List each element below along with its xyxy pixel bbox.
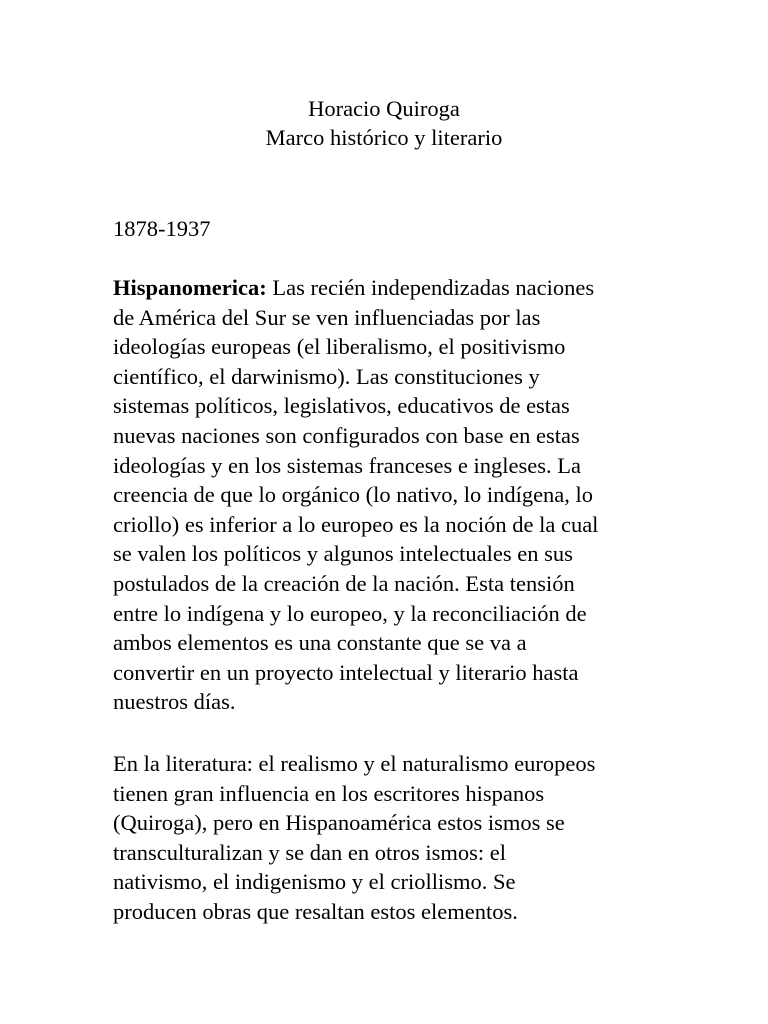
- paragraph-line: [113, 273, 661, 303]
- title-subtitle: Marco histórico y literario: [265, 125, 503, 150]
- paragraph-line: ambos elementos es una constante que se va a: [113, 630, 527, 656]
- paragraph-line: criollo) es inferior a lo europeo es la noción de la cual: [113, 511, 599, 537]
- paragraph-line: creencia de que lo orgánico (lo nativo, lo indígena, lo: [113, 482, 594, 508]
- paragraph-line: nuevas naciones son configurados con base en estas: [113, 422, 580, 448]
- paragraph-line: nativismo, el indigenismo y el criollismo. Se: [113, 869, 516, 895]
- paragraph-line: tienen gran influencia en los escritores hispanos: [113, 780, 545, 806]
- paragraph-line: postulados de la creación de la nación. Esta tensión: [113, 570, 575, 596]
- life-dates: 1878-1937: [113, 216, 211, 241]
- paragraph-line: (Quiroga), pero en Hispanoamérica estos ismos se: [113, 810, 565, 836]
- paragraph-line: producen obras que resaltan estos elementos.: [113, 898, 518, 924]
- title-author: Horacio Quiroga: [308, 96, 460, 121]
- paragraph-heading: Hispanomerica:: [113, 275, 267, 300]
- document-title: [0, 94, 768, 152]
- paragraph-line: sistemas políticos, legislativos, educativos de estas: [113, 393, 570, 419]
- paragraph-line: ideologías europeas (el liberalismo, el positivismo: [113, 334, 566, 360]
- paragraph-line: En la literatura: el realismo y el naturalismo europeos: [113, 751, 596, 776]
- paragraph-line: nuestros días.: [113, 689, 236, 715]
- paragraph-line: de América del Sur se ven influenciadas por las: [113, 304, 541, 330]
- paragraph-line: entre lo indígena y lo europeo, y la reconciliación de: [113, 600, 587, 626]
- paragraph-hispanomerica: [113, 273, 661, 717]
- paragraph-literatura: [113, 749, 661, 927]
- paragraph-line: transculturalizan y se dan en otros ismos: el: [113, 839, 507, 865]
- paragraph-line-text: Las recién independizadas naciones: [266, 275, 595, 300]
- paragraph-line: ideologías y en los sistemas franceses e ingleses. La: [113, 452, 581, 478]
- paragraph-line: convertir en un proyecto intelectual y literario hasta: [113, 659, 579, 685]
- paragraph-line: científico, el darwinismo). Las constituciones y: [113, 363, 540, 389]
- paragraph-line: se valen los políticos y algunos intelectuales en sus: [113, 541, 573, 567]
